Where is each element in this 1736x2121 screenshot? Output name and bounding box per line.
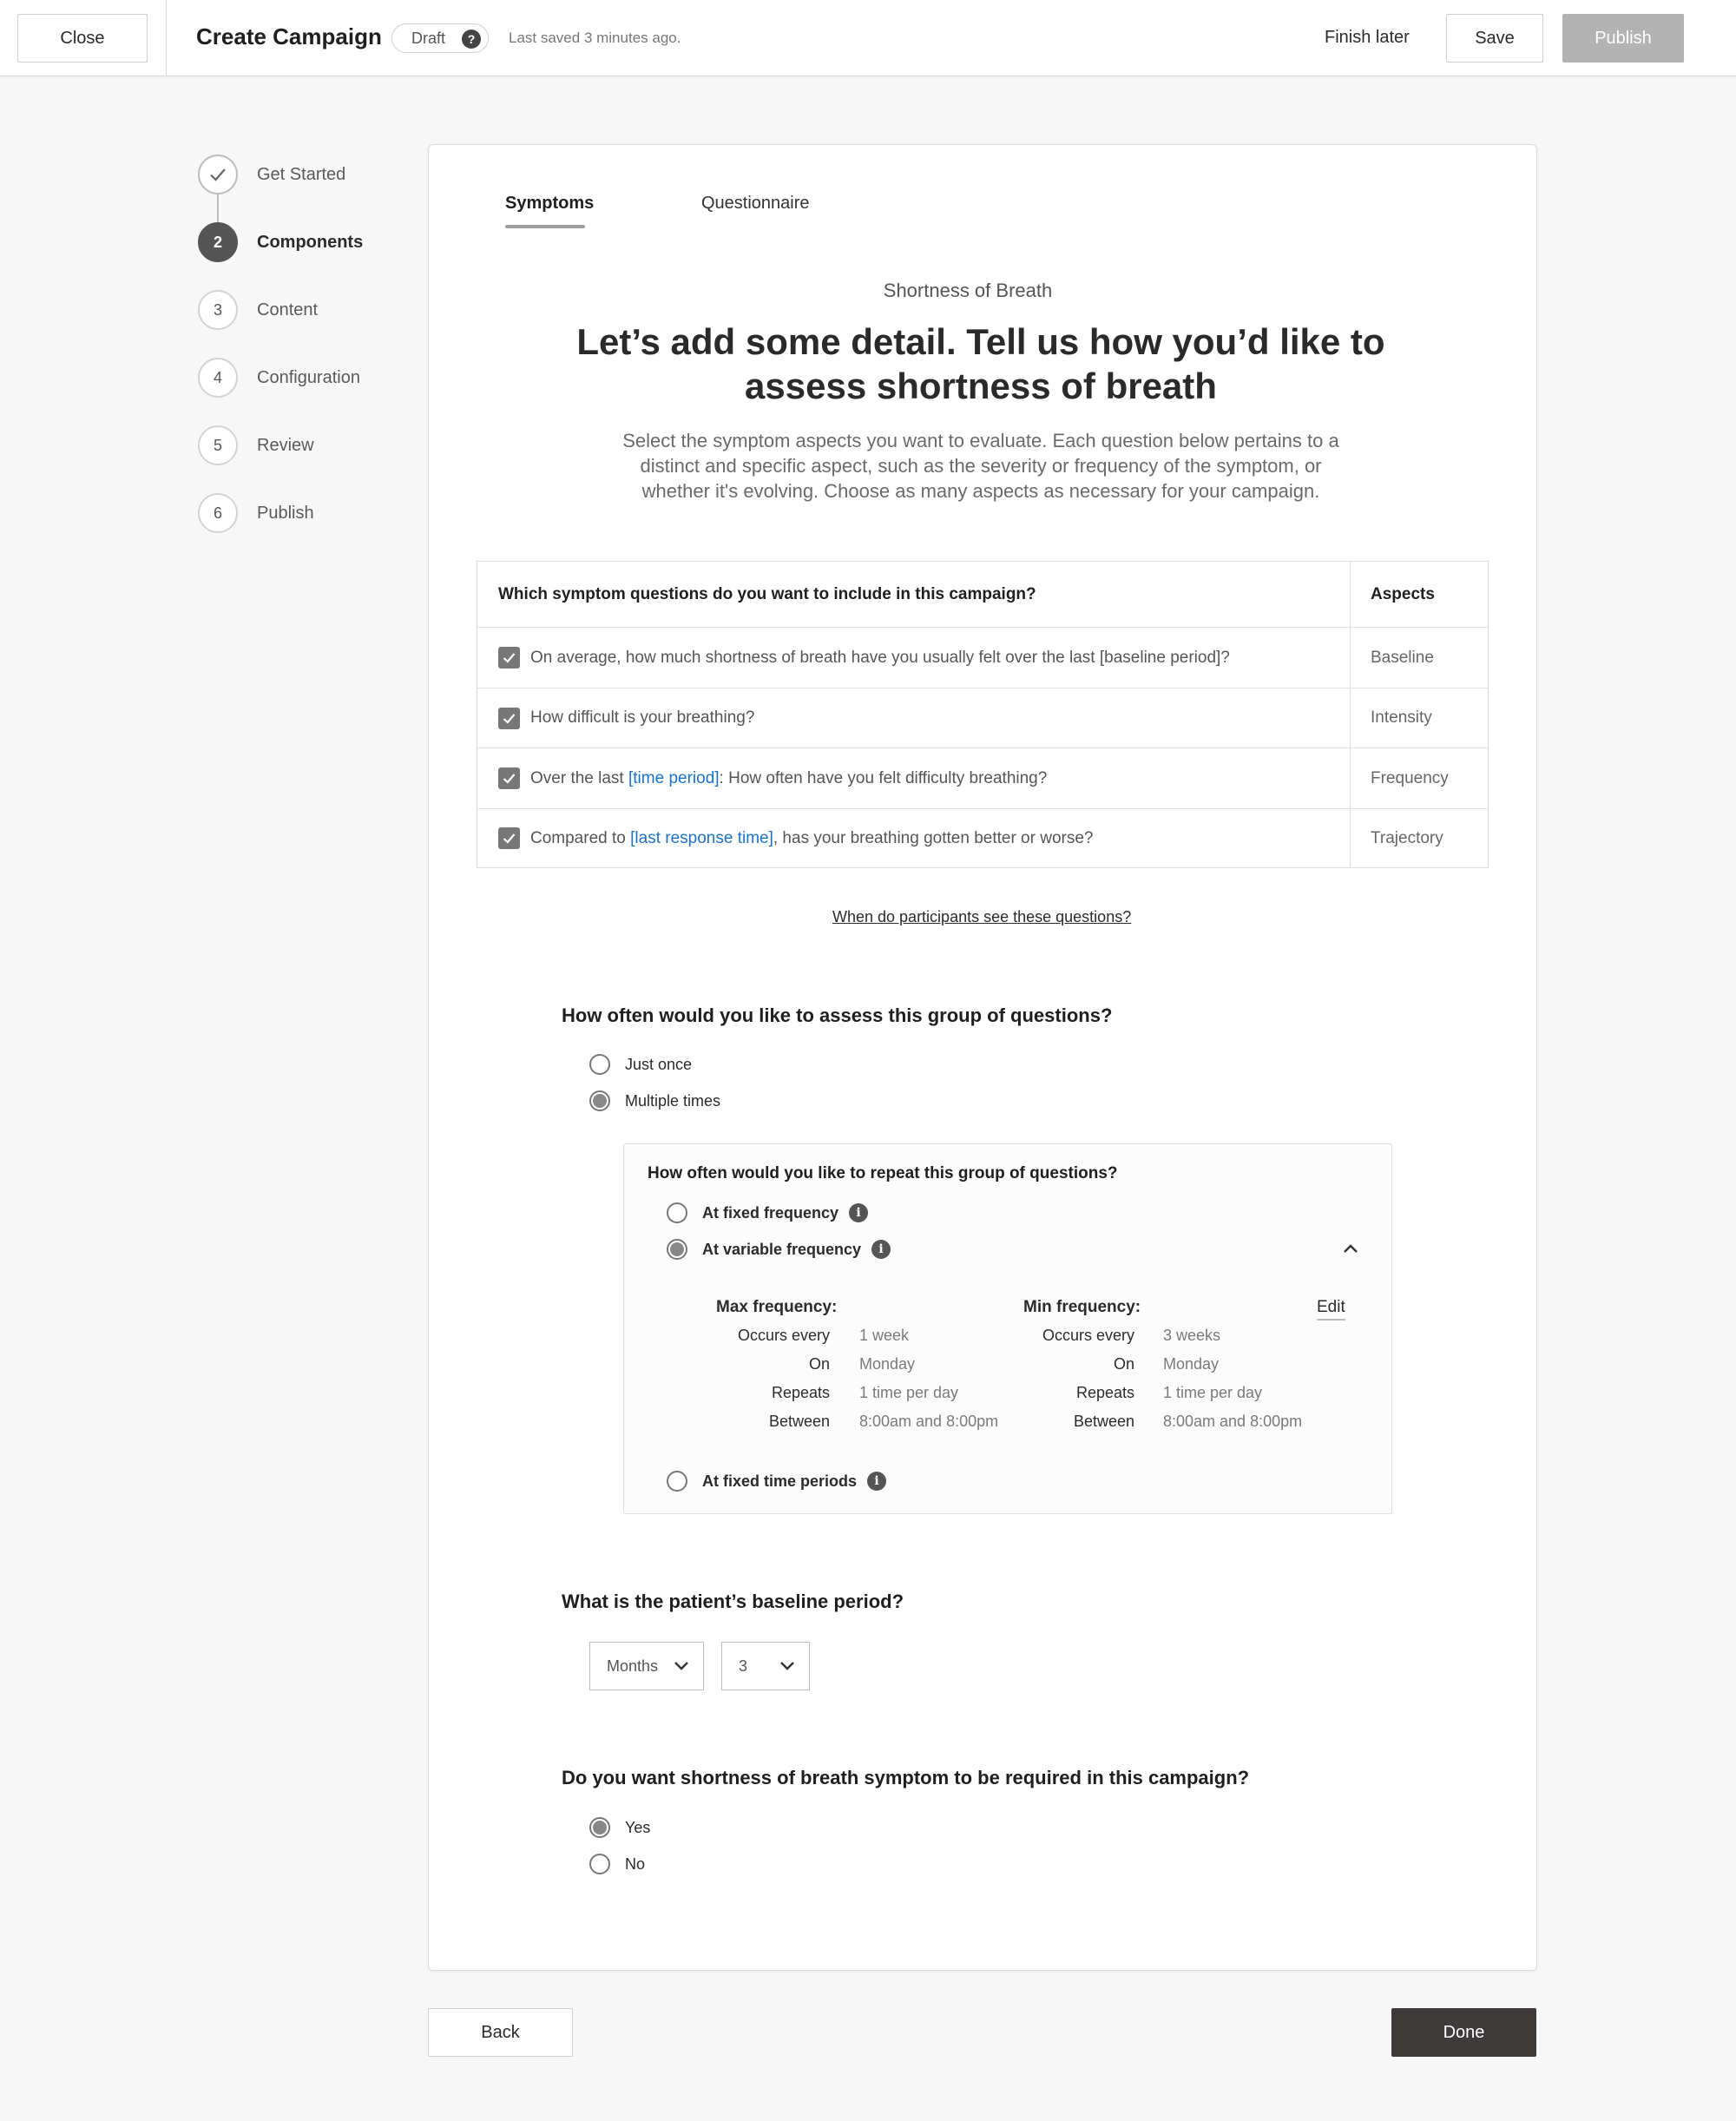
help-icon[interactable]: ? (462, 30, 481, 49)
question-text: On average, how much shortness of breath have you usually felt over the last [baseline period]? (530, 648, 1230, 667)
close-button[interactable]: Close (17, 14, 148, 63)
step-number: 3 (198, 290, 238, 330)
min-value-occurs: 3 weeks (1163, 1327, 1221, 1344)
tab-questionnaire[interactable]: Questionnaire (701, 194, 810, 213)
aspect-column-header: Aspects (1350, 562, 1488, 627)
min-label-repeats: Repeats (1075, 1384, 1134, 1401)
question-text: Compared to [last response time], has your breathing gotten better or worse? (530, 828, 1094, 847)
baseline-unit-select[interactable]: Months (589, 1642, 704, 1690)
step-label: Publish (257, 503, 314, 523)
back-button[interactable]: Back (428, 2008, 573, 2057)
radio-fixed-frequency[interactable]: At fixed frequency i (667, 1202, 868, 1223)
chevron-down-icon (779, 1660, 795, 1672)
step-number: 6 (198, 493, 238, 533)
max-value-on: Monday (859, 1355, 916, 1373)
max-value-repeats: 1 time per day (859, 1384, 959, 1401)
max-frequency-heading: Max frequency: (716, 1298, 838, 1316)
page-headline: Let’s add some detail. Tell us how you’d like to assess shortness of breath (576, 321, 1385, 406)
aspect-label: Frequency (1350, 748, 1488, 808)
table-row[interactable] (477, 748, 1488, 808)
top-bar (0, 0, 1736, 76)
radio-selected-icon (667, 1239, 687, 1260)
step-label: Get Started (257, 164, 346, 184)
step-label: Content (257, 300, 319, 319)
question-column-header: Which symptom questions do you want to include in this campaign? (498, 584, 1036, 603)
baseline-count-select[interactable]: 3 (721, 1642, 810, 1690)
checkbox-checked-icon[interactable] (498, 827, 520, 849)
max-label-on: On (808, 1355, 830, 1373)
check-icon (198, 155, 238, 194)
min-value-on: Monday (1163, 1355, 1220, 1373)
radio-fixed-time-periods[interactable]: At fixed time periods i (667, 1471, 886, 1492)
status-badge (391, 23, 489, 53)
radio-icon (589, 1054, 610, 1075)
table-header-row (477, 562, 1488, 627)
step-number: 2 (198, 222, 238, 262)
min-value-between: 8:00am and 8:00pm (1163, 1413, 1303, 1430)
save-button[interactable]: Save (1446, 14, 1543, 63)
page-title: Create Campaign (196, 23, 382, 49)
finish-later-button[interactable]: Finish later (1325, 28, 1410, 47)
step-review[interactable] (198, 425, 314, 465)
questions-table (477, 561, 1489, 868)
table-row[interactable] (477, 627, 1488, 688)
question-text: How difficult is your breathing? (530, 708, 755, 727)
step-configuration[interactable] (198, 358, 360, 398)
max-label-between: Between (768, 1413, 830, 1430)
step-label: Configuration (257, 367, 360, 387)
assess-question: How often would you like to assess this group of questions? (562, 1005, 1113, 1026)
radio-just-once[interactable]: Just once (589, 1054, 692, 1075)
last-saved-text: Last saved 3 minutes ago. (509, 30, 681, 46)
step-number: 5 (198, 425, 238, 465)
step-number: 4 (198, 358, 238, 398)
repeat-question: How often would you like to repeat this group of questions? (648, 1164, 1118, 1182)
step-label: Review (257, 435, 314, 455)
max-value-occurs: 1 week (859, 1327, 910, 1344)
done-button[interactable]: Done (1391, 2008, 1536, 2057)
step-components[interactable] (198, 222, 363, 262)
time-period-token[interactable]: [time period] (628, 768, 720, 787)
chevron-up-icon[interactable] (1342, 1240, 1359, 1257)
radio-icon (667, 1471, 687, 1492)
min-value-repeats: 1 time per day (1163, 1384, 1263, 1401)
required-question: Do you want shortness of breath symptom to be required in this campaign? (562, 1767, 1250, 1788)
max-label-repeats: Repeats (771, 1384, 830, 1401)
page-description: Select the symptom aspects you want to evaluate. Each question below pertains to a distinct and specific aspect, such as the severity or frequency of the symptom, or whether it's evolving. Choose as many aspects as necessary for your campaign. (622, 430, 1339, 502)
checkbox-checked-icon[interactable] (498, 647, 520, 669)
step-get-started[interactable] (198, 155, 345, 194)
checkbox-checked-icon[interactable] (498, 767, 520, 789)
min-label-occurs: Occurs every (1042, 1327, 1134, 1344)
checkbox-checked-icon[interactable] (498, 708, 520, 729)
aspect-label: Intensity (1350, 688, 1488, 748)
radio-yes[interactable]: Yes (589, 1817, 650, 1838)
last-response-time-token[interactable]: [last response time] (630, 828, 773, 847)
min-frequency-heading: Min frequency: (1023, 1298, 1141, 1316)
baseline-question: What is the patient’s baseline period? (562, 1591, 904, 1612)
min-label-between: Between (1073, 1413, 1134, 1430)
participants-help-link[interactable]: When do participants see these questions? (832, 908, 1132, 925)
radio-no[interactable]: No (589, 1854, 645, 1874)
stepper-connector (217, 193, 219, 222)
tab-symptoms[interactable]: Symptoms (505, 194, 595, 213)
info-icon[interactable]: i (871, 1240, 891, 1259)
chevron-down-icon (674, 1660, 689, 1672)
edit-frequency-button[interactable]: Edit (1317, 1298, 1345, 1321)
status-label: Draft (411, 29, 446, 47)
header-divider (166, 0, 167, 76)
radio-selected-icon (589, 1090, 610, 1111)
aspect-label: Trajectory (1350, 809, 1488, 867)
radio-multiple-times[interactable]: Multiple times (589, 1090, 720, 1111)
max-value-between: 8:00am and 8:00pm (859, 1413, 999, 1430)
publish-button[interactable]: Publish (1562, 14, 1684, 63)
radio-variable-frequency[interactable]: At variable frequency i (667, 1239, 891, 1260)
radio-selected-icon (589, 1817, 610, 1838)
active-tab-indicator (505, 225, 585, 228)
info-icon[interactable]: i (867, 1472, 886, 1491)
max-label-occurs: Occurs every (737, 1327, 830, 1344)
radio-icon (667, 1202, 687, 1223)
table-row[interactable] (477, 688, 1488, 748)
min-label-on: On (1113, 1355, 1134, 1373)
info-icon[interactable]: i (849, 1203, 868, 1222)
table-row[interactable] (477, 808, 1488, 867)
step-label: Components (257, 232, 364, 252)
step-publish[interactable] (198, 493, 314, 533)
aspect-label: Baseline (1350, 628, 1488, 688)
symptom-name: Shortness of Breath (883, 280, 1053, 301)
radio-icon (589, 1854, 610, 1874)
question-text: Over the last [time period]: How often have you felt difficulty breathing? (530, 768, 1048, 787)
